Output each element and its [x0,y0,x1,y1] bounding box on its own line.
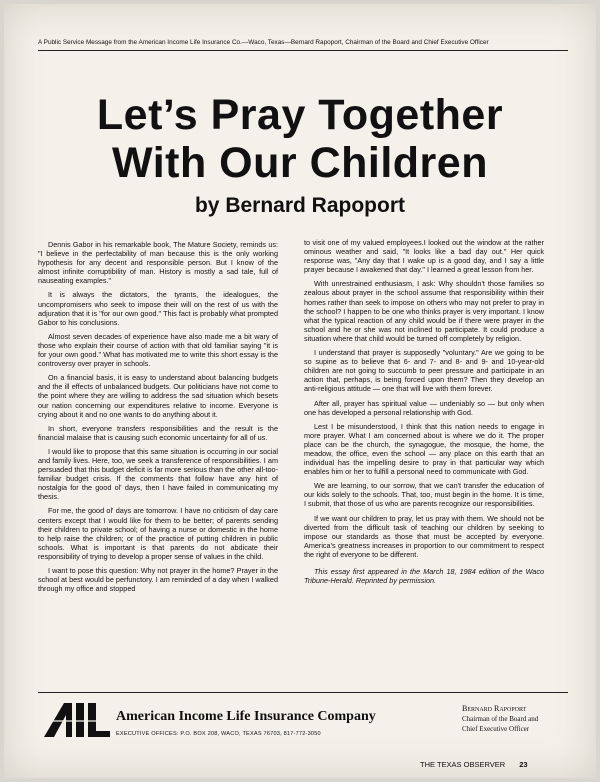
paragraph: After all, prayer has spiritual value — undeniably so — but only when one has developed a personal relationship with God. [304,398,544,417]
paragraph: With unrestrained enthusiasm, I ask: Why shouldn't those families so zealous about prayer in the school assume that responsibility within their homes rather than seek to impose on others who may not prefer to pray in the school? I happen to be one who thinks prayer is very important. I know what the typical reaction of any child would be if there were prayer in the school and he or she was not inclined to participate. It could produce a situation where that child would be turned off completely by religion. [304,279,544,343]
reprint-note: This essay first appeared in the March 18, 1984 edition of the Waco Tribune-Herald. Reprinted by permission. [304,567,544,586]
paragraph: For me, the good ol' days are tomorrow. I have no criticism of day care centers except that I would like for them to be better; of parents sending their children to private school; of having a nurse or domestic in the home to help raise the children; or of the practice of putting children in public schools. What is important is that parents do not abdicate their responsibility of trying to develop a proper sense of values in the child. [38,506,278,561]
paragraph: Dennis Gabor in his remarkable book, The Mature Society, reminds us: "I believe in the perfectability of man because this is the only working hypothesis for any decent and responsible person. But I know of the almost infinite corruptibility of man. History is mostly a sad tale, full of nauseating examples." [38,240,278,286]
signature-name: Bernard Rapoport [462,704,527,713]
signature-title-2: Chief Executive Officer [462,725,530,733]
page-footer [420,760,528,769]
magazine-page [4,4,596,778]
left-column [38,240,278,598]
publication-name: THE TEXAS OBSERVER [420,760,506,769]
top-rule [38,50,568,51]
company-logo [42,701,112,739]
paragraph: I understand that prayer is supposedly "voluntary." Are we going to be so supine as to believe that 6- and 7- and 8- and 9- and 10-year-old children are not going to succumb to peer pressure and participate in an action that, perhaps, is being forced upon them? Then they develop an anti-religious attitude — one that will live with them forever. [304,348,544,394]
title-line-1: Let’s Pray Together [96,91,504,139]
paragraph: I want to pose this question: Why not prayer in the home? Prayer in the school at best would be perfunctory. I am reminded of a day when I walked through my office and stopped [38,566,278,594]
paragraph: to visit one of my valued employees.I looked out the window at the rather ominous weather and said, "It looks like a bad day out." Her quick response was, "Any day that I wake up is a good day, and I say a little prayer because I awakened that day." I learned a great lesson from her. [304,238,544,275]
paragraph: In short, everyone transfers responsibilities and the result is the financial malaise that is causing such economic uncertainty for all of us. [38,423,278,442]
paragraph: We are learning, to our sorrow, that we can't transfer the education of our kids solely to the schools. That, too, must begin in the home. It is time, I submit, that those of us who are parents recognize our responsibilities. [304,481,544,509]
byline: by Bernard Rapoport [194,194,406,217]
bottom-rule [38,692,568,693]
paragraph: Lest I be misunderstood, I think that this nation needs to engage in more prayer. What I am concerned about is where we do it. The proper place can be the church, the synagogue, the mosque, the home, the meadow, the office, even the school — any place on this earth that an individual has the impelling desire to pray in that particular way which enables him or her to fulfill a personal need to communicate with God. [304,421,544,477]
signature-block [462,704,538,734]
paragraph: It is always the dictators, the tyrants, the idealogues, the uncompromisers who seek to impose their will on the rest of us with the adjuration that it is "for our own good." This fact is probably what prompted Gabor to his conclusions. [38,290,278,327]
signature-title-1: Chairman of the Board and [462,715,539,723]
title-line-2: With Our Children [112,139,488,187]
company-name: American Income Life Insurance Company [116,709,376,724]
right-column [304,238,544,590]
paragraph: If we want our children to pray, let us pray with them. We should not be diverted from the difficult task of teaching our children by seeking to impose our standards as those that must be accepted by everyone. America's greatness increases in proportion to our commitment to respect the right of everyone to be different. [304,513,544,559]
paragraph: Almost seven decades of experience have also made me a bit wary of those who explain their course of action with that old familiar saying "it is for your own good." What has motivated me to write this short essay is the controversy over prayer in schools. [38,331,278,369]
paragraph: I would like to propose that this same situation is occurring in our social and family lives. Here, too, we seek a transference of responsibilities. I am persuaded that this budget deficit is far more serious than the other all-too-familiar budget crisis. If the comments that follow have any hint of nostalgia for the good ol' days, then I have failed in communicating my thesis. [38,446,278,502]
page-number: 23 [519,760,528,769]
public-service-line: A Public Service Message from the American Income Life Insurance Co.—Waco, Texas—Bernard Rapoport, Chairman of the Board and Chief Executive Officer [38,39,489,46]
company-offices: EXECUTIVE OFFICES: P.O. BOX 208, WACO, TEXAS 76703, 817-772-3050 [116,731,321,737]
paragraph: On a financial basis, it is easy to understand about balancing budgets and the ill effects of unbalanced budgets. Our politicians have not come to the point where they are willing to address the sad situation which besets our nation concerning our expenditures relative to income. Everyone is crying about it and no one wants to do anything about it. [38,373,278,419]
